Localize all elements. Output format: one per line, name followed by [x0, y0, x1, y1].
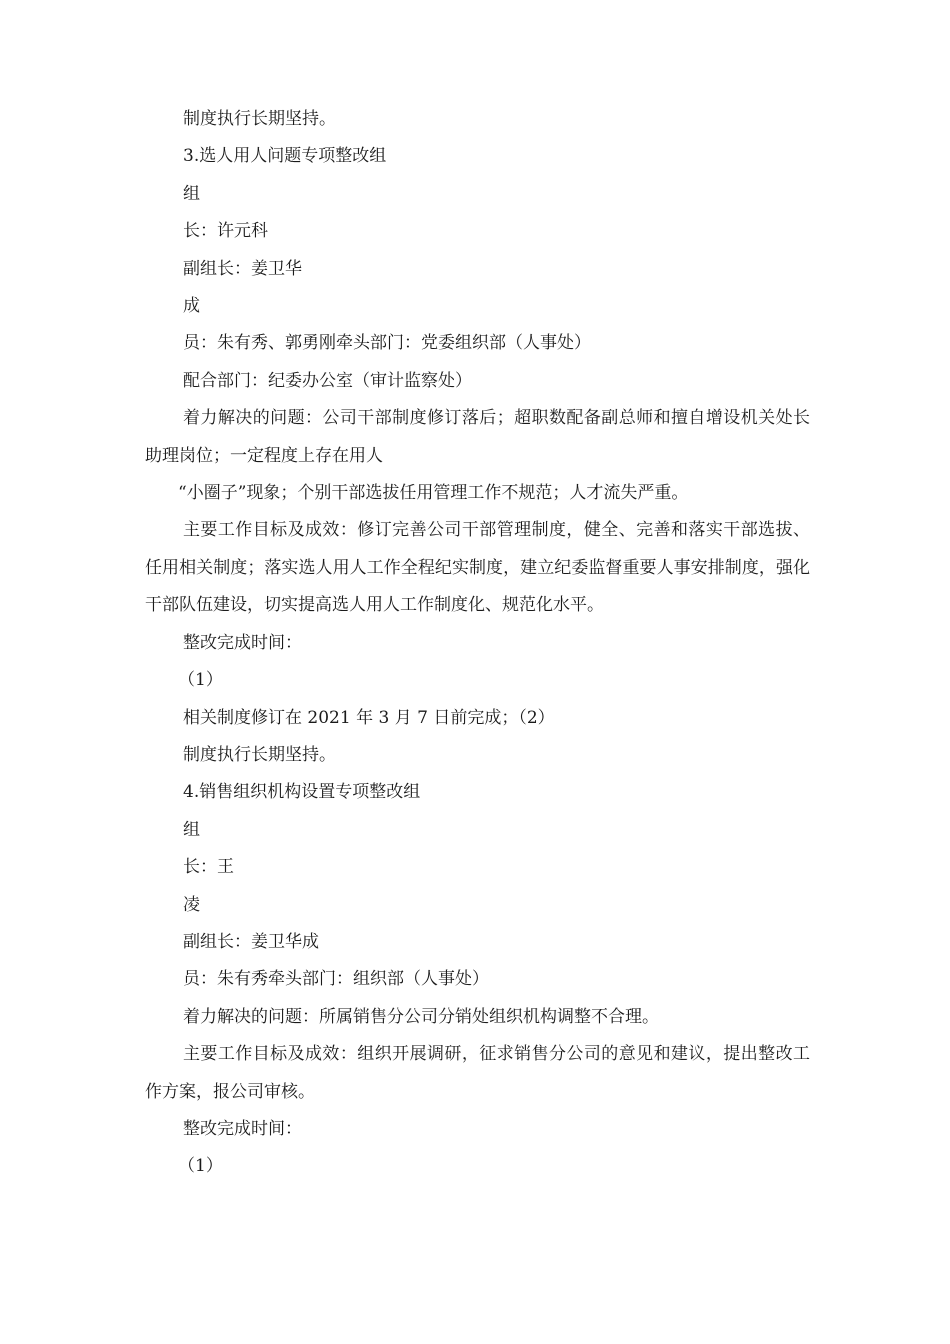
paragraph: （1）	[178, 1156, 223, 1177]
paragraph: 组	[183, 183, 200, 204]
paragraph: 着力解决的问题：所属销售分公司分销处组织机构调整不合理。	[183, 1006, 659, 1027]
paragraph: “小圈子”现象；个别干部选拔任用管理工作不规范；人才流失严重。	[178, 483, 689, 504]
paragraph: 长：王	[183, 857, 234, 878]
paragraph: （1）	[178, 670, 223, 691]
section-heading: 3.选人用人问题专项整改组	[183, 146, 387, 167]
paragraph: 副组长：姜卫华成	[183, 931, 319, 952]
paragraph: 整改完成时间：	[183, 632, 302, 653]
paragraph: 整改完成时间：	[183, 1118, 302, 1139]
paragraph: 凌	[183, 894, 200, 915]
paragraph: 相关制度修订在 2021 年 3 月 7 日前完成；（2）	[183, 707, 555, 728]
paragraph: 副组长：姜卫华	[183, 258, 302, 279]
paragraph: 长：许元科	[183, 221, 268, 242]
paragraph: 主要工作目标及成效：组织开展调研，征求销售分公司的意见和建议，提出整改工作方案，报公司审核。	[145, 1044, 810, 1102]
paragraph: 配合部门：纪委办公室（审计监察处）	[183, 370, 472, 391]
paragraph: 员：朱有秀牵头部门：组织部（人事处）	[183, 969, 489, 990]
paragraph: 成	[183, 296, 200, 317]
paragraph: 员：朱有秀、郭勇刚牵头部门：党委组织部（人事处）	[183, 333, 591, 354]
paragraph: 制度执行长期坚持。	[183, 109, 336, 129]
paragraph: 组	[183, 819, 200, 840]
paragraph: 着力解决的问题：公司干部制度修订落后；超职数配备副总师和擅自增设机关处长助理岗位；一定程度上存在用人	[145, 408, 810, 466]
document-body	[145, 101, 810, 1186]
paragraph: 制度执行长期坚持。	[183, 744, 336, 765]
paragraph: 主要工作目标及成效：修订完善公司干部管理制度，健全、完善和落实干部选拔、任用相关制度；落实选人用人工作全程纪实制度，建立纪委监督重要人事安排制度，强化干部队伍建设，切实提高选人用人工作制度化、规范化水平。	[145, 520, 810, 616]
section-heading: 4.销售组织机构设置专项整改组	[183, 782, 421, 803]
